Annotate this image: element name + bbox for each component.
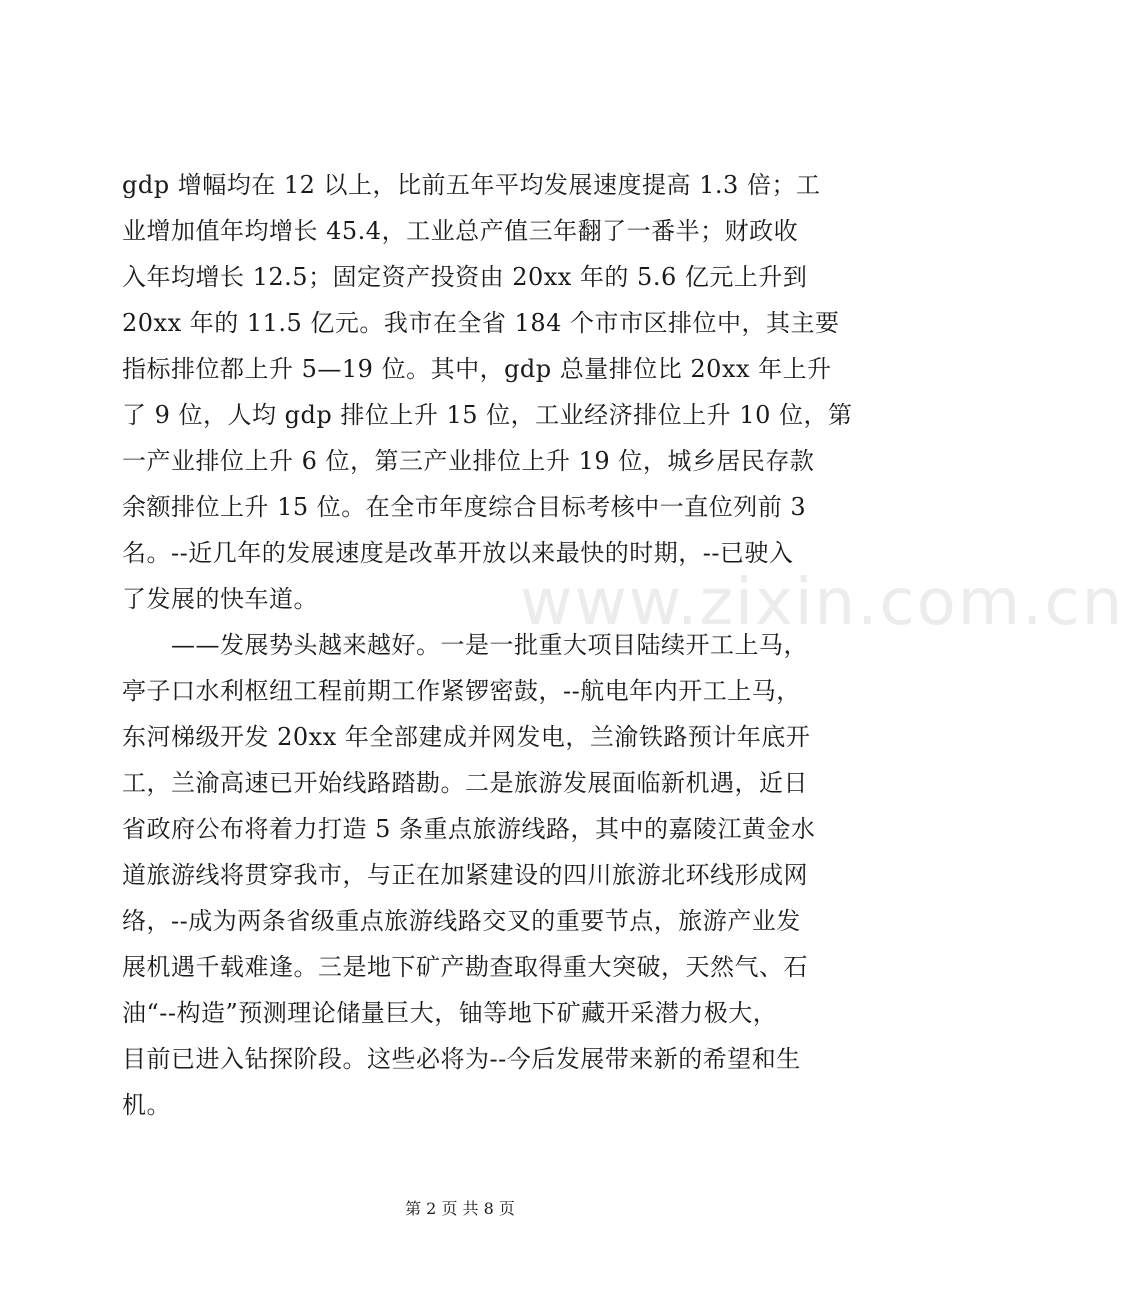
text-line: 机。 bbox=[122, 1091, 171, 1119]
text-line: 指标排位都上升 5—19 位。其中，gdp 总量排位比 20xx 年上升 bbox=[122, 355, 832, 383]
text-line: 工，兰渝高速已开始线路踏勘。二是旅游发展面临新机遇，近日 bbox=[122, 769, 808, 797]
text-line: 业增加值年均增长 45.4，工业总产值三年翻了一番半；财政收 bbox=[122, 217, 799, 245]
text-line: 余额排位上升 15 位。在全市年度综合目标考核中一直位列前 3 bbox=[122, 493, 807, 521]
text-line: 了发展的快车道。 bbox=[122, 585, 318, 613]
text-line: ——发展势头越来越好。一是一批重大项目陆续开工上马， bbox=[122, 631, 808, 659]
text-line: 了 9 位，人均 gdp 排位上升 15 位，工业经济排位上升 10 位，第 bbox=[122, 401, 853, 429]
text-line: 省政府公布将着力打造 5 条重点旅游线路，其中的嘉陵江黄金水 bbox=[122, 815, 816, 843]
text-line: 展机遇千载难逢。三是地下矿产勘查取得重大突破，天然气、石 bbox=[122, 953, 808, 981]
text-line: 名。--近几年的发展速度是改革开放以来最快的时期，--已驶入 bbox=[122, 539, 794, 567]
text-line: 入年均增长 12.5；固定资产投资由 20xx 年的 5.6 亿元上升到 bbox=[122, 263, 808, 291]
text-line: 亭子口水利枢纽工程前期工作紧锣密鼓，--航电年内开工上马， bbox=[122, 677, 801, 705]
text-line: 东河梯级开发 20xx 年全部建成并网发电，兰渝铁路预计年底开 bbox=[122, 723, 811, 751]
page-footer: 第 2 页 共 8 页 bbox=[405, 1199, 515, 1218]
text-line: 道旅游线将贯穿我市，与正在加紧建设的四川旅游北环线形成网 bbox=[122, 861, 808, 889]
watermark: www.zixin.com.cn bbox=[520, 566, 1124, 640]
text-line: 一产业排位上升 6 位，第三产业排位上升 19 位，城乡居民存款 bbox=[122, 447, 815, 475]
text-line: gdp 增幅均在 12 以上，比前五年平均发展速度提高 1.3 倍；工 bbox=[122, 171, 821, 199]
text-line: 油“--构造”预测理论储量巨大，铀等地下矿藏开采潜力极大， bbox=[122, 999, 778, 1027]
text-line: 20xx 年的 11.5 亿元。我市在全省 184 个市市区排位中，其主要 bbox=[122, 309, 840, 337]
text-line: 络，--成为两条省级重点旅游线路交叉的重要节点，旅游产业发 bbox=[122, 907, 801, 935]
text-line: 目前已进入钻探阶段。这些必将为--今后发展带来新的希望和生 bbox=[122, 1045, 801, 1073]
